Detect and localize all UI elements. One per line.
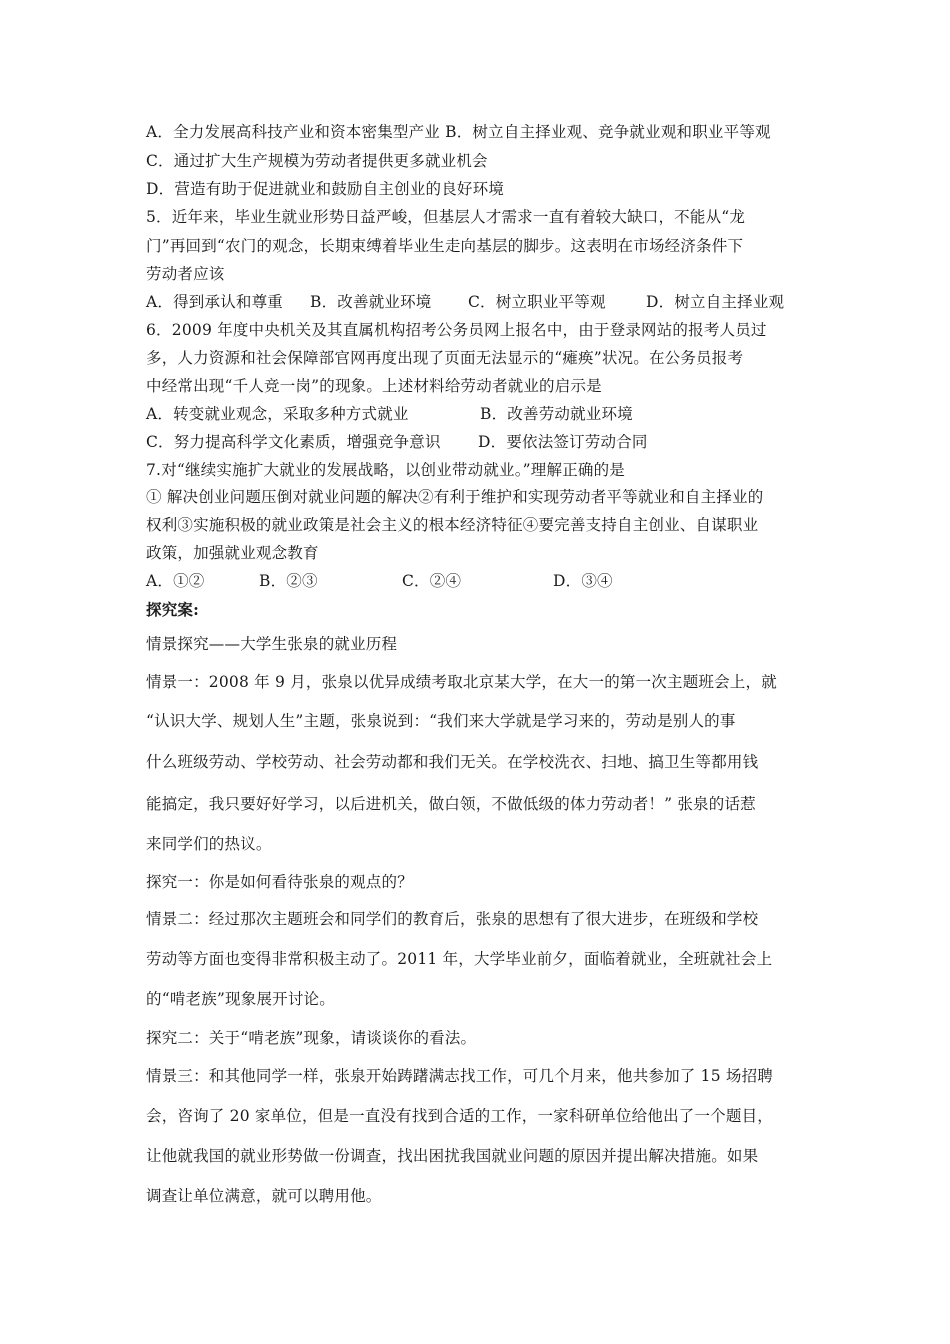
q7-option-a: A．①② — [146, 572, 205, 590]
scene1-line: 来同学们的热议。 — [146, 835, 272, 853]
q7-stem-line: 权利③实施积极的就业政策是社会主义的根本经济特征④要完善支持自主创业、自谋职业 — [146, 516, 759, 534]
q5-stem-line: 劳动者应该 — [146, 265, 225, 283]
scene3-line: 会，咨询了 20 家单位，但是一直没有找到合适的工作，一家科研单位给他出了一个题目， — [146, 1107, 773, 1125]
q6-options-row — [146, 432, 648, 452]
q6-stem-line: 6．2009 年度中央机关及其直属机构招考公务员网上报名中，由于登录网站的报考人员过 — [146, 321, 767, 339]
q5-option-d: D．树立自主择业观 — [646, 293, 785, 311]
q7-options — [146, 571, 613, 591]
q5-stem-line: 门”再回到“农门的观念，长期束缚着毕业生走向基层的脚步。这表明在市场经济条件下 — [146, 237, 744, 255]
scene1-line: 什么班级劳动、学校劳动、社会劳动都和我们无关。在学校洗衣、扫地、搞卫生等都用钱 — [146, 753, 759, 771]
q7-option-d: D．③④ — [553, 572, 613, 590]
q6-options-row — [146, 404, 633, 424]
q4-option-c: C．通过扩大生产规模为劳动者提供更多就业机会 — [146, 152, 488, 170]
q5-option-c: C．树立职业平等观 — [468, 293, 606, 311]
q5-stem-line: 5．近年来，毕业生就业形势日益严峻，但基层人才需求一直有着较大缺口，不能从“龙 — [146, 208, 746, 226]
q4-option-d: D．营造有助于促进就业和鼓励自主创业的良好环境 — [146, 180, 505, 198]
q6-option-d: D．要依法签订劳动合同 — [478, 433, 648, 451]
q7-stem-line: ① 解决创业问题压倒对就业问题的解决②有利于维护和实现劳动者平等就业和自主择业的 — [146, 488, 764, 506]
q6-stem-line: 多，人力资源和社会保障部官网再度出现了页面无法显示的“瘫痪”状况。在公务员报考 — [146, 349, 744, 367]
q7-stem-line: 政策，加强就业观念教育 — [146, 544, 319, 562]
scene1-line: 能搞定，我只要好好学习，以后进机关，做白领，不做低级的体力劳动者！” 张泉的话惹 — [146, 795, 756, 813]
scene3-line: 调查让单位满意，就可以聘用他。 — [146, 1187, 382, 1205]
explore-question-1: 探究一：你是如何看待张泉的观点的？ — [146, 873, 413, 891]
q7-option-b: B．②③ — [259, 572, 318, 590]
q4-option-a-b: A．全力发展高科技产业和资本密集型产业 B．树立自主择业观、竞争就业观和职业平等观 — [146, 123, 771, 141]
scene2-line: 劳动等方面也变得非常积极主动了。2011 年，大学毕业前夕，面临着就业，全班就社会上 — [146, 950, 773, 968]
explore-question-2: 探究二：关于“啃老族”现象，请谈谈你的看法。 — [146, 1029, 477, 1047]
scene1-line: 情景一：2008 年 9 月，张泉以优异成绩考取北京某大学，在大一的第一次主题班会上，就 — [146, 673, 777, 691]
q5-options — [146, 292, 784, 312]
explore-heading: 探究案: — [146, 600, 200, 619]
q6-option-b: B．改善劳动就业环境 — [480, 405, 633, 423]
scene3-line: 让他就我国的就业形势做一份调查，找出困扰我国就业问题的原因并提出解决措施。如果 — [146, 1147, 759, 1165]
q5-option-b: B．改善就业环境 — [310, 293, 432, 311]
q6-stem-line: 中经常出现“千人竞一岗”的现象。上述材料给劳动者就业的启示是 — [146, 377, 602, 395]
scene2-line: 的“啃老族”现象展开讨论。 — [146, 990, 335, 1008]
q6-option-c: C．努力提高科学文化素质，增强竞争意识 — [146, 433, 441, 451]
scene3-line: 情景三：和其他同学一样，张泉开始踌躇满志找工作，可几个月来，他共参加了 15 场招聘 — [146, 1067, 773, 1085]
q6-option-a: A．转变就业观念，采取多种方式就业 — [146, 405, 409, 423]
q7-option-c: C．②④ — [402, 572, 462, 590]
explore-title: 情景探究——大学生张泉的就业历程 — [146, 635, 398, 653]
scene2-line: 情景二：经过那次主题班会和同学们的教育后，张泉的思想有了很大进步，在班级和学校 — [146, 910, 759, 928]
scene1-line: “认识大学、规划人生”主题，张泉说到：“我们来大学就是学习来的，劳动是别人的事 — [146, 712, 736, 730]
q7-stem-line: 7.对“继续实施扩大就业的发展战略，以创业带动就业。”理解正确的是 — [146, 461, 625, 479]
q5-option-a: A．得到承认和尊重 — [146, 293, 283, 311]
